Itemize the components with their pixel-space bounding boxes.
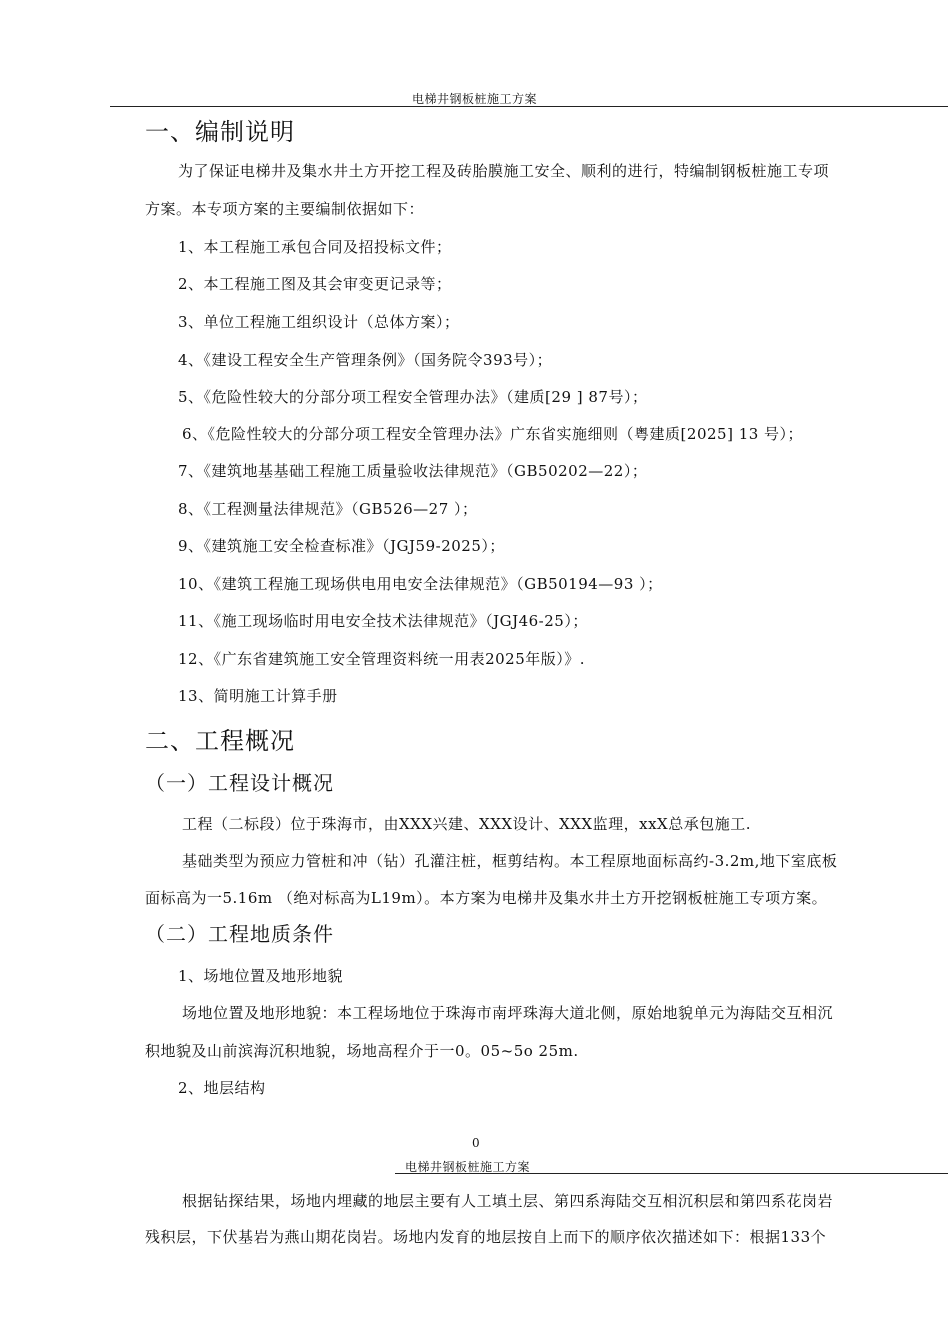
subsection-heading-geology: （二）工程地质条件 <box>145 922 334 946</box>
intro-paragraph-line2: 方案。本专项方案的主要编制依据如下： <box>145 200 425 218</box>
subsection-heading-design: （一）工程设计概况 <box>145 771 334 795</box>
strata-paragraph-line2: 残积层，下伏基岩为燕山期花岗岩。场地内发育的地层按自上而下的顺序依次描述如下：根据133个 <box>145 1228 827 1246</box>
page-header-title: 电梯井钢板桩施工方案 <box>412 92 538 106</box>
geology-item-1: 1、场地位置及地形地貌 <box>178 967 344 985</box>
strata-paragraph-line1: 根据钻探结果，场地内埋藏的地层主要有人工填土层、第四系海陆交互相沉积层和第四系花岗岩 <box>182 1192 834 1210</box>
section-heading-overview: 二、工程概况 <box>145 727 295 755</box>
basis-item-12: 12、《广东省建筑施工安全管理资料统一用表2025年版）》. <box>178 650 586 668</box>
geology-item-2: 2、地层结构 <box>178 1079 266 1097</box>
basis-item-13: 13、简明施工计算手册 <box>178 687 338 705</box>
page2-header-title: 电梯井钢板桩施工方案 <box>405 1160 531 1174</box>
geology-paragraph-line2: 积地貌及山前滨海沉积地貌，场地高程介于一0。05~5o 25m. <box>145 1042 579 1060</box>
intro-paragraph-line1: 为了保证电梯井及集水井土方开挖工程及砖胎膜施工安全、顺利的进行，特编制钢板桩施工专项 <box>178 162 830 180</box>
basis-item-8: 8、《工程测量法律规范》（GB526—27 ）； <box>178 500 478 518</box>
basis-item-11: 11、《施工现场临时用电安全技术法律规范》（JGJ46-25）； <box>178 612 588 630</box>
basis-item-6: 6、《危险性较大的分部分项工程安全管理办法》广东省实施细则（粤建质[2025] 13 号）； <box>182 425 804 443</box>
page-number: 0 <box>472 1136 480 1150</box>
basis-item-9: 9、《建筑施工安全检查标准》（JGJ59-2025）； <box>178 537 505 555</box>
basis-item-1: 1、本工程施工承包合同及招投标文件； <box>178 238 452 256</box>
page2-header-rule <box>395 1173 948 1174</box>
basis-item-5: 5、《危险性较大的分部分项工程安全管理办法》（建质[29 ] 87号）； <box>178 388 648 406</box>
basis-item-3: 3、单位工程施工组织设计（总体方案）； <box>178 313 460 331</box>
basis-item-2: 2、本工程施工图及其会审变更记录等； <box>178 275 452 293</box>
basis-item-7: 7、《建筑地基基础工程施工质量验收法律规范》（GB50202—22）； <box>178 462 648 480</box>
design-paragraph-1: 工程（二标段）位于珠海市，由XXX兴建、XXX设计、XXX监理，xxX总承包施工. <box>182 815 751 833</box>
design-paragraph-2-line2: 面标高为一5.16m （绝对标高为L19m）。本方案为电梯井及集水井土方开挖钢板桩施工专项方案。 <box>145 889 828 907</box>
section-heading-compilation: 一、编制说明 <box>145 118 295 146</box>
design-paragraph-2-line1: 基础类型为预应力管桩和冲（钻）孔灌注桩，框剪结构。本工程原地面标高约-3.2m,地下室底板 <box>182 852 838 870</box>
basis-item-10: 10、《建筑工程施工现场供电用电安全法律规范》（GB50194—93 ）； <box>178 575 663 593</box>
basis-item-4: 4、《建设工程安全生产管理条例》（国务院令393号）； <box>178 351 553 369</box>
geology-paragraph-line1: 场地位置及地形地貌：本工程场地位于珠海市南坪珠海大道北侧，原始地貌单元为海陆交互相沉 <box>182 1004 834 1022</box>
